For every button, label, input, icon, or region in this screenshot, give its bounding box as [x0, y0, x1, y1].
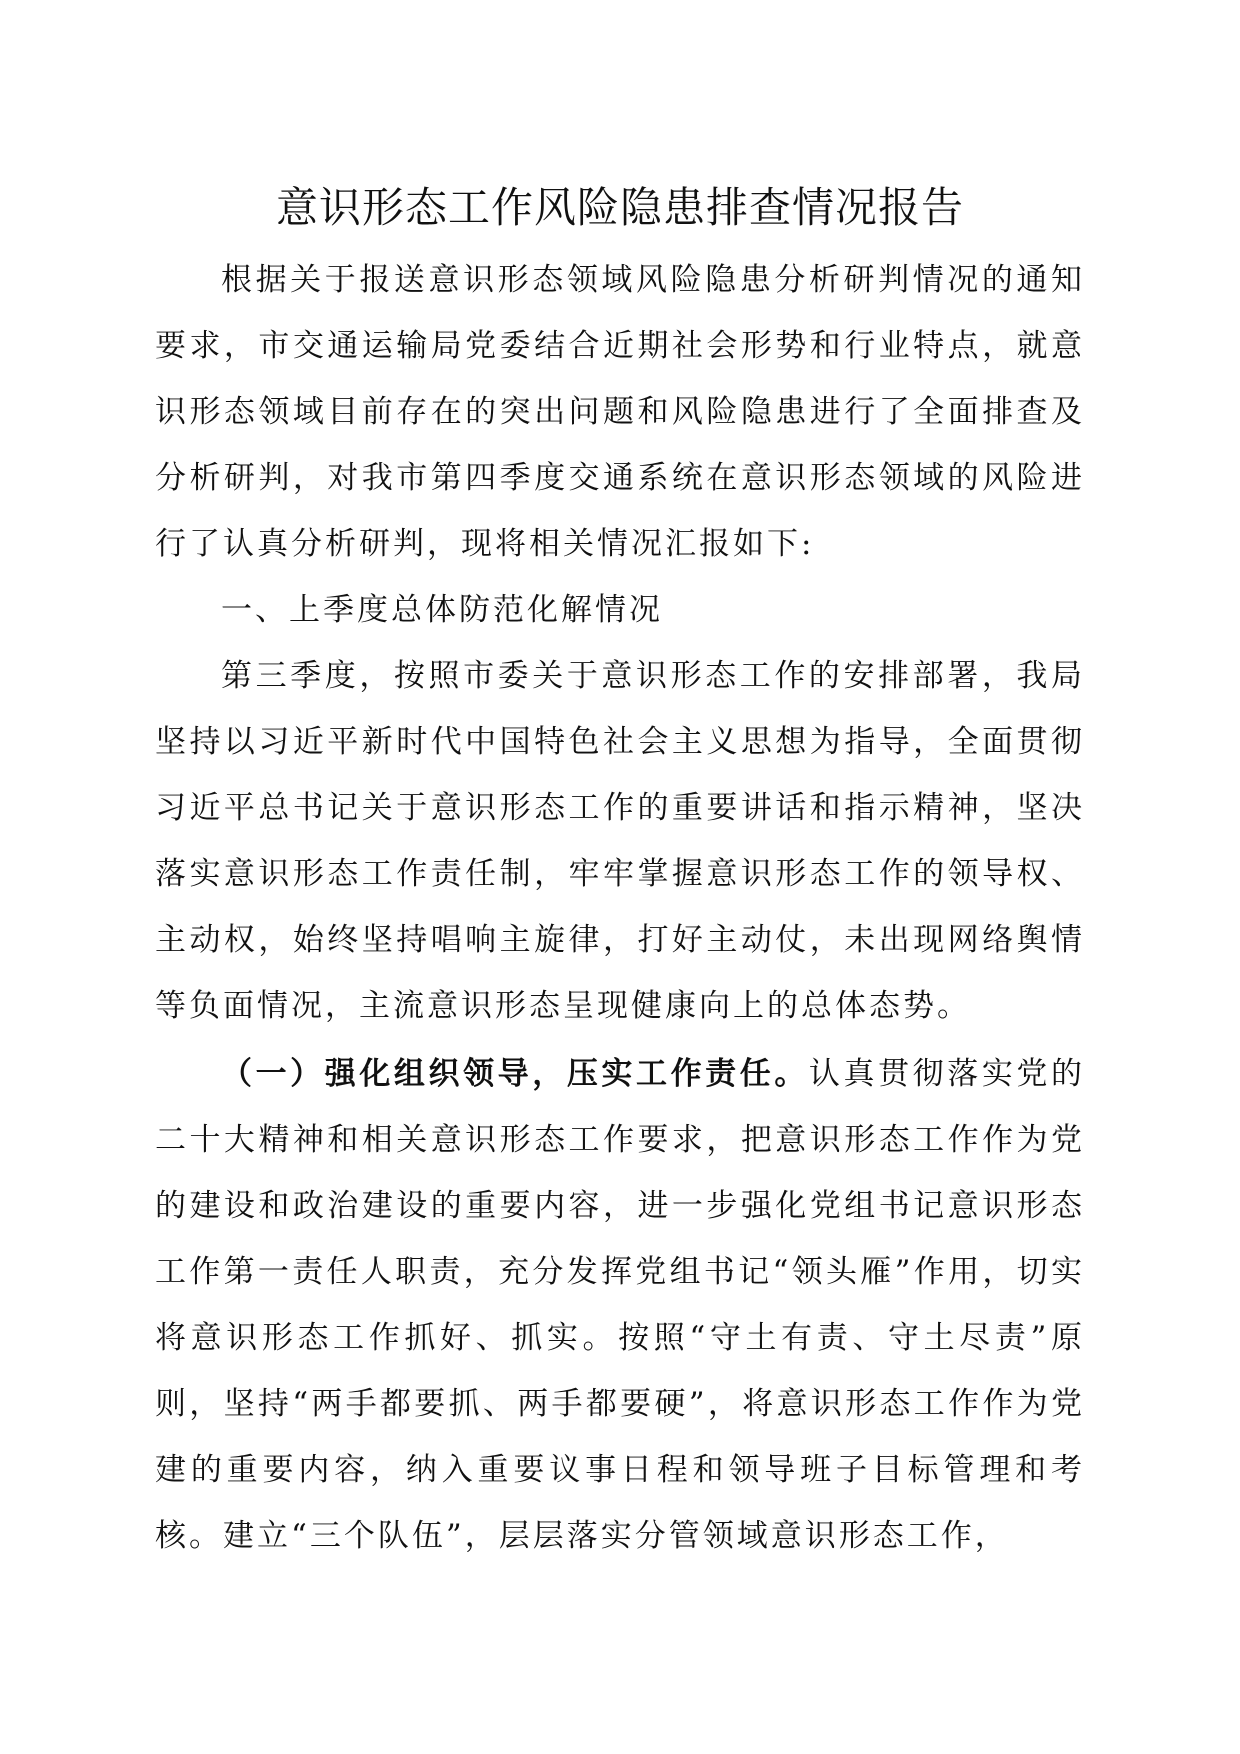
intro-paragraph: 根据关于报送意识形态领域风险隐患分析研判情况的通知要求，市交通运输局党委结合近期社会形势和行业特点，就意识形态领域目前存在的突出问题和风险隐患进行了全面排查及分析研判，对我市第四季度交通系统在意识形态领域的风险进行了认真分析研判，现将相关情况汇报如下:	[155, 262, 1085, 562]
document-title: 意识形态工作风险隐患排查情况报告	[275, 183, 964, 232]
subsection-lead: （一）强化组织领导，压实工作责任。	[221, 1056, 809, 1092]
subsection-paragraph	[155, 1041, 1085, 1569]
section-paragraph: 第三季度，按照市委关于意识形态工作的安排部署，我局坚持以习近平新时代中国特色社会主义思想为指导，全面贯彻习近平总书记关于意识形态工作的重要讲话和指示精神，坚决落实意识形态工作责任制，牢牢掌握意识形态工作的领导权、主动权，始终坚持唱响主旋律，打好主动仗，未出现网络舆情等负面情况，主流意识形态呈现健康向上的总体态势。	[155, 658, 1085, 1024]
subsection-text: 认真贯彻落实党的二十大精神和相关意识形态工作要求，把意识形态工作作为党的建设和政治建设的重要内容，进一步强化党组书记意识形态工作第一责任人职责，充分发挥党组书记“领头雁”作用，切实将意识形态工作抓好、抓实。按照“守土有责、守土尽责”原则，坚持“两手都要抓、两手都要硬”，将意识形态工作作为党建的重要内容，纳入重要议事日程和领导班子目标管理和考核。建立“三个队伍”，层层落实分管领域意识形态工作，	[155, 1056, 1086, 1554]
document-body	[155, 247, 1085, 1569]
section-heading: 一、上季度总体防范化解情况	[221, 592, 663, 628]
